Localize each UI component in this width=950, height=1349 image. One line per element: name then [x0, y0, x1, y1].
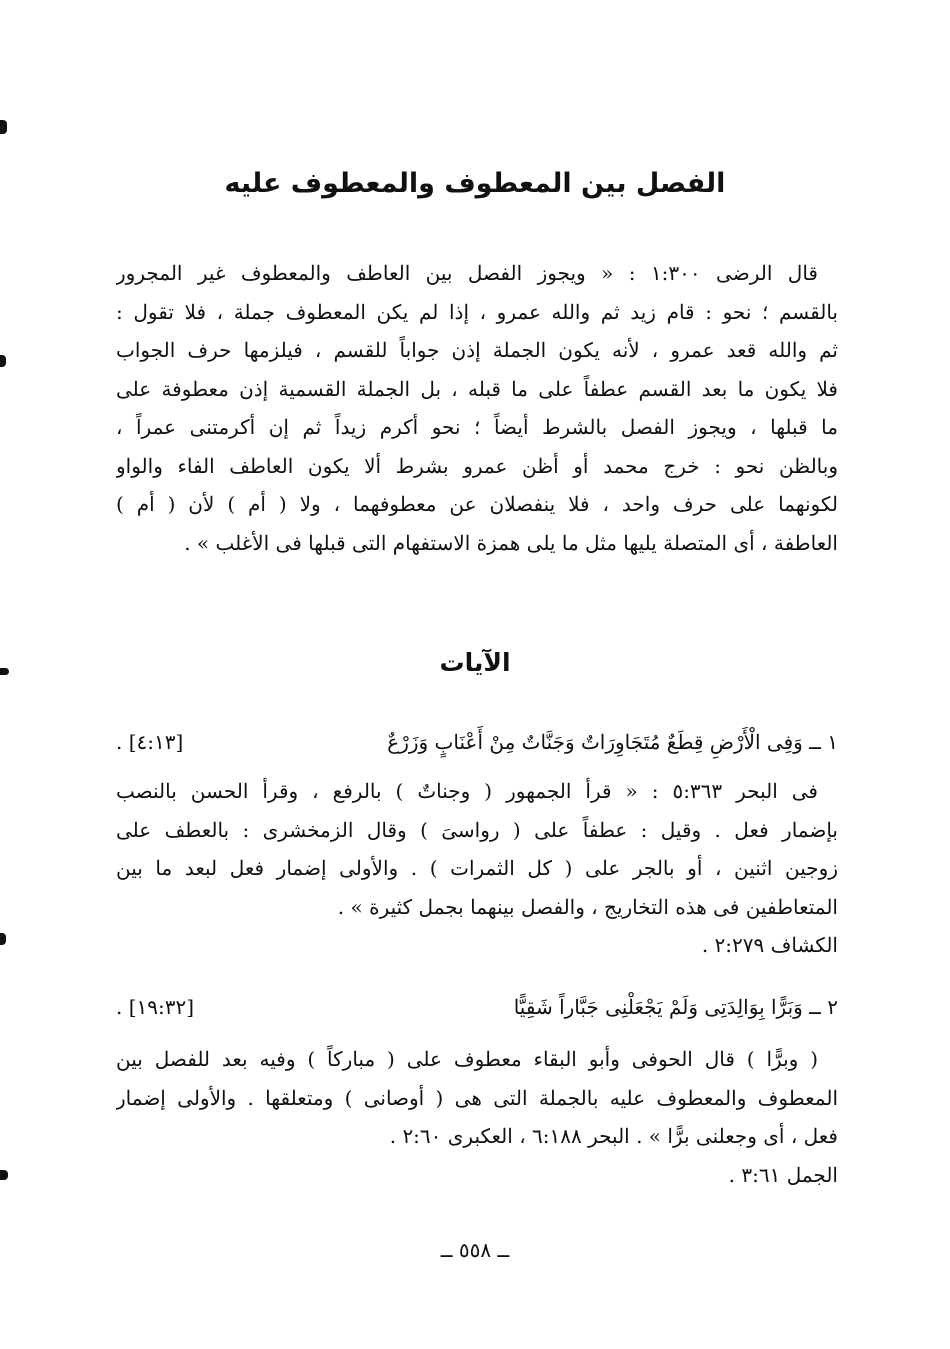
- source-reference: الجمل ٣:٦١ .: [728, 1162, 838, 1187]
- verse-text: ٢ ــ وَبَرًّا بِوَالِدَتِى وَلَمْ يَجْعَلْنِى جَبَّاراً شَقِيًّا: [513, 995, 838, 1019]
- text-line: المتعاطفين فى هذه التخاريج ، والفصل بينهما بجمل كثيرة » .: [337, 894, 838, 919]
- source-reference: الكشاف ٢:٢٧٩ .: [701, 933, 838, 957]
- commentary-1: [116, 772, 838, 965]
- text-line: العاطفة ، أى المتصلة يليها مثل ما يلى همزة الاستفهام التى قبلها فى الأغلب » .: [184, 530, 838, 555]
- text-line: وبالظن نحو : خرج محمد أو أظن عمرو بشرط ألا يكون العاطف الفاء والواو: [116, 453, 838, 478]
- text-line: بإضمار فعل . وقيل : عطفاً على ( رواسىَ ) وقال الزمخشرى : بالعطف على: [116, 817, 838, 842]
- verse-reference: [٤:١٣] .: [116, 730, 184, 754]
- verse-2: [116, 995, 838, 1035]
- page-number: ــ ٥٥٨ ــ: [440, 1238, 510, 1262]
- verse-reference: [١٩:٣٢] .: [116, 995, 195, 1019]
- scan-mark: [0, 933, 6, 945]
- text-line: ( وبرًّا ) قال الحوفى وأبو البقاء معطوف على ( مباركاً ) وفيه بعد للفصل بين: [116, 1047, 818, 1071]
- text-line: فى البحر ٥:٣٦٣ : « قرأ الجمهور ( وجناتٌ ) بالرفع ، وقرأ الحسن بالنصب: [116, 779, 818, 803]
- text-line: ثم والله قعد عمرو ، لأنه يكون الجملة إذن جواباً للقسم ، فيلزمها حرف الجواب: [116, 338, 838, 362]
- text-line: زوجين اثنين ، أو بالجر على ( كل الثمرات ) . والأولى إضمار فعل لبعد ما بين: [116, 856, 838, 880]
- text-line: المعطوف والمعطوف عليه بالجملة التى هى ( أوصانى ) ومتعلقها . والأولى إضمار: [116, 1085, 838, 1110]
- intro-paragraph: [116, 254, 838, 562]
- scan-mark: [0, 120, 7, 134]
- text-line: فعل ، أى وجعلنى برًّا » . البحر ٦:١٨٨ ، العكبرى ٢:٦٠ .: [389, 1124, 838, 1148]
- text-line: ما قبلها ، ويجوز الفصل بالشرط أيضاً ؛ نحو أكرم زيداً ثم إن أكرمتنى عمراً ،: [116, 415, 838, 439]
- section-title: الآيات: [439, 648, 511, 677]
- scan-mark: [0, 355, 6, 367]
- text-line: بالقسم ؛ نحو : قام زيد ثم والله عمرو ، إذا لم يكن المعطوف جملة ، فلا تقول :: [116, 299, 838, 324]
- text-line: فلا يكون ما بعد القسم عطفاً على ما قبله ، بل الجملة القسمية إذن معطوفة على: [116, 376, 838, 401]
- commentary-2: [116, 1040, 838, 1194]
- scan-mark: [0, 1170, 8, 1180]
- verse-1: [116, 730, 838, 770]
- verse-text: ١ ــ وَفِى الْأَرْضِ قِطَعٌ مُتَجَاوِرَاتٌ وَجَنَّاتٌ مِنْ أَعْنَابٍ وَزَرْعٌ: [387, 730, 838, 754]
- text-line: لكونهما على حرف واحد ، فلا ينفصلان عن معطوفهما ، ولا ( أم ) لأن ( أم ): [116, 492, 838, 516]
- page-title: الفصل بين المعطوف والمعطوف عليه: [224, 168, 726, 199]
- text-line: قال الرضى ١:٣٠٠ : « ويجوز الفصل بين العاطف والمعطوف غير المجرور: [116, 261, 818, 285]
